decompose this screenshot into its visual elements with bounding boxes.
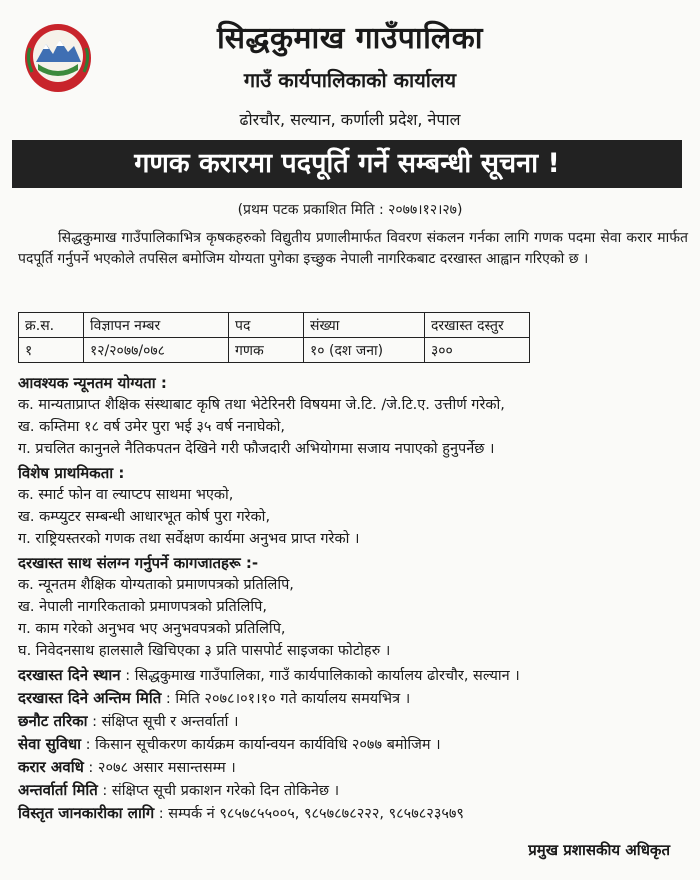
list-item: ग. प्रचलित कानुनले नैतिकपतन देखिने गरी फौजदारी अभियोगमा सजाय नपाएको हुनुपर्नेछ । — [18, 441, 495, 457]
col-fee: दरखास्त दस्तुर — [425, 313, 530, 338]
list-item: क. मान्यताप्राप्त शैक्षिक संस्थाबाट कृषि तथा भेटेरिनरी विषयमा जे.टि. /जे.टि.ए. उत्तीर्ण गरेको, — [18, 397, 505, 413]
cell-fee: ३०० — [425, 338, 530, 363]
cell-count: १० (दश जना) — [304, 338, 425, 363]
list-item: ख. कम्तिमा १८ वर्ष उमेर पुरा भई ३५ वर्ष ननाघेको, — [18, 419, 285, 435]
detail-row — [18, 710, 688, 733]
detail-row — [18, 687, 688, 710]
col-post: पद — [229, 313, 304, 338]
detail-label: करार अवधि — [18, 758, 84, 776]
detail-row — [18, 733, 688, 756]
intro-text: सिद्धकुमाख गाउँपालिकाभित्र कृषकहरुको विद्युतीय प्रणालीमार्फत विवरण संकलन गर्नका लागि गणक पदमा सेवा करार मार्फत पदपूर्ति गर्नुपर्ने भएकोले तपसिल बमोजिम योग्यता पुगेका इच्छुक नेपाली नागरिकबाट दरखास्त आह्वान गरिएको छ । — [18, 230, 688, 267]
detail-label: दरखास्त दिने स्थान — [18, 666, 121, 684]
priority-section — [18, 462, 688, 550]
priority-heading: विशेष प्राथमिकता : — [18, 464, 125, 482]
office-name: गाउँ कार्यपालिकाको कार्यालय — [243, 68, 457, 92]
notice-banner: गणक करारमा पदपूर्ति गर्ने सम्बन्धी सूचना ! — [12, 140, 682, 188]
col-serial: क्र.स. — [19, 313, 84, 338]
list-item: ग. राष्ट्रियस्तरको गणक तथा सर्वेक्षण कार्यमा अनुभव प्राप्त गरेको । — [18, 531, 360, 547]
detail-label: अन्तर्वार्ता मिति — [18, 781, 98, 799]
detail-value: : सम्पर्क नं ९८५७८५५००५, ९८५७८७८२२२, ९८५७८२३५७९ — [154, 806, 464, 822]
col-count: संख्या — [304, 313, 425, 338]
qualification-section — [18, 372, 688, 460]
office-address: ढोरचौर, सल्यान, कर्णाली प्रदेश, नेपाल — [239, 110, 461, 129]
detail-value: : संक्षिप्त सूची र अन्तर्वार्ता । — [87, 714, 239, 730]
qualification-heading: आवश्यक न्यूनतम योग्यता : — [18, 374, 167, 392]
list-item: घ. निवेदनसाथ हालसालै खिचिएका ३ प्रति पासपोर्ट साइजका फोटोहरु । — [18, 643, 391, 659]
cell-ad-number: १२/२०७७/०७८ — [84, 338, 229, 363]
list-item: क. स्मार्ट फोन वा ल्याप्टप साथमा भएको, — [18, 487, 234, 503]
documents-section — [18, 552, 688, 662]
details-section — [18, 664, 688, 825]
vacancy-table — [18, 312, 530, 363]
documents-heading: दरखास्त साथ संलग्न गर्नुपर्ने कागजातहरू :- — [18, 554, 259, 572]
cell-serial: १ — [19, 338, 84, 363]
intro-paragraph — [18, 228, 688, 270]
detail-row — [18, 779, 688, 802]
detail-value: : संक्षिप्त सूची प्रकाशन गरेको दिन तोकिनेछ । — [97, 783, 340, 799]
list-item: ग. काम गरेको अनुभव भए अनुभवपत्रको प्रतिलिपि, — [18, 621, 286, 637]
detail-row — [18, 756, 688, 779]
detail-label: विस्तृत जानकारीका लागि — [18, 804, 155, 822]
detail-row — [18, 664, 688, 687]
detail-value: : २०७८ असार मसान्तसम्म । — [83, 760, 236, 776]
list-item: क. न्यूनतम शैक्षिक योग्यताको प्रमाणपत्रको प्रतिलिपि, — [18, 577, 294, 593]
list-item: ख. नेपाली नागरिकताको प्रमाणपत्रको प्रतिलिपि, — [18, 599, 267, 615]
col-ad-number: विज्ञापन नम्बर — [84, 313, 229, 338]
detail-label: सेवा सुविधा — [18, 735, 82, 753]
detail-label: दरखास्त दिने अन्तिम मिति — [18, 689, 162, 707]
table-header-row — [19, 313, 530, 338]
detail-value: : किसान सूचीकरण कार्यक्रम कार्यान्वयन कार्यविधि २०७७ बमोजिम । — [81, 737, 441, 753]
detail-row — [18, 802, 688, 825]
detail-value: : मिति २०७८।०१।१० गते कार्यालय समयभित्र । — [161, 691, 411, 707]
cell-post: गणक — [229, 338, 304, 363]
signatory-title: प्रमुख प्रशासकीय अधिकृत — [528, 841, 670, 859]
municipality-title: सिद्धकुमाख गाउँपालिका — [216, 21, 484, 56]
publication-date: (प्रथम पटक प्रकाशित मिति : २०७७।१२।२७) — [237, 202, 463, 218]
detail-label: छनौट तरिका — [18, 712, 88, 730]
list-item: ख. कम्प्युटर सम्बन्धी आधारभूत कोर्ष पुरा गरेको, — [18, 509, 271, 525]
table-row — [19, 338, 530, 363]
detail-value: : सिद्धकुमाख गाउँपालिका, गाउँ कार्यपालिकाको कार्यालय ढोरचौर, सल्यान । — [120, 668, 520, 684]
